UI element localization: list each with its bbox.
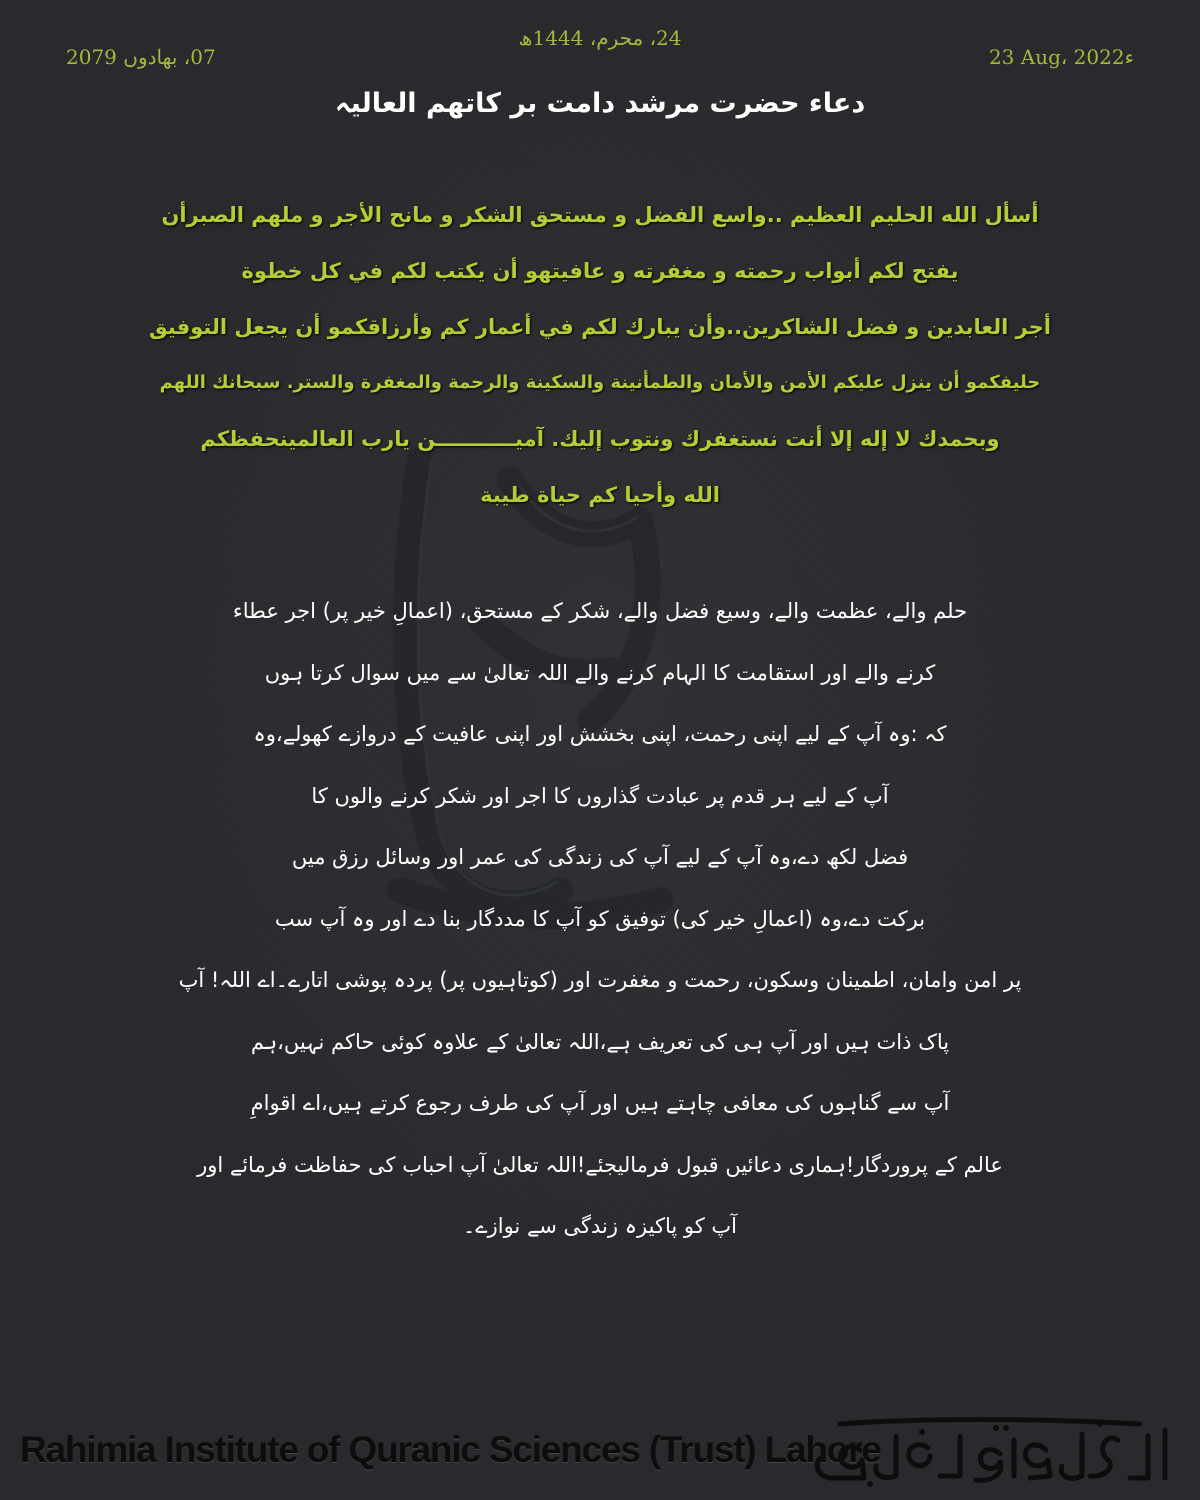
footer bbox=[0, 1402, 1200, 1492]
urdu-line: کرنے والے اور استقامت کا الہام کرنے والے اللہ تعالیٰ سے میں سوال کرتا ہوں bbox=[264, 660, 936, 685]
urdu-line: پاک ذات ہیں اور آپ ہی کی تعریف ہے،اللہ تعالیٰ کے علاوہ کوئی حاکم نہیں،ہم bbox=[250, 1029, 950, 1054]
institute-name: Rahimia Institute of Quranic Sciences (Trust) Lahore bbox=[20, 1429, 881, 1470]
arabic-line: الله وأحيا كم حياة طيبة bbox=[480, 483, 720, 507]
urdu-line: آپ سے گناہوں کی معافی چاہتے ہیں اور آپ کی طرف رجوع کرتے ہیں،اے اقوامِ bbox=[250, 1091, 950, 1115]
page-title: دعاء حضرت مرشد دامت بر کاتھم العالیہ bbox=[334, 88, 866, 119]
urdu-line: حلم والے، عظمت والے، وسیع فضل والے، شکر کے مستحق، (اعمالِ خیر پر) اجر عطاء bbox=[232, 599, 968, 623]
urdu-line: آپ کے لیے ہر قدم پر عبادت گذاروں کا اجر اور شکر کرنے والوں کا bbox=[311, 783, 889, 808]
urdu-line: آپ کو پاکیزہ زندگی سے نوازے۔ bbox=[463, 1214, 737, 1238]
urdu-line: عالم کے پروردگار!ہماری دعائیں قبول فرمالیجئے!اللہ تعالیٰ آپ احباب کی حفاظت فرمائے اور bbox=[197, 1152, 1003, 1177]
hijri-date: 24، محرم، 1444ھ bbox=[518, 26, 682, 50]
urdu-line: پر امن وامان، اطمینان وسکون، رحمت و مغفرت اور (کوتاہیوں پر) پردہ پوشی اتارے۔اے اللہ! آپ bbox=[178, 968, 1022, 992]
arabic-line: أسأل الله الحليم العظيم ..واسع الفضل و مستحق الشكر و مانح الأجر و ملهم الصبرأن bbox=[161, 203, 1039, 227]
arabic-line: وبحمدك لا إله إلا أنت نستغفرك ونتوب إليك. آميـــــــــــن يارب العالمينحفظكم bbox=[200, 427, 1000, 451]
urdu-line: برکت دے،وہ (اعمالِ خیر کی) توفیق کو آپ کا مددگار بنا دے اور وہ آپ سب bbox=[274, 906, 926, 931]
arabic-dua-block bbox=[40, 190, 1160, 526]
urdu-line: کہ :وہ آپ کے لیے اپنی رحمت، اپنی بخشش اور اپنی عافیت کے دروازے کھولے،وہ bbox=[253, 722, 947, 746]
gregorian-date: 23 Aug، 2022ء bbox=[988, 45, 1134, 69]
urdu-translation-block bbox=[60, 584, 1140, 1261]
arabic-line: أجر العابدين و فضل الشاكرين..وأن يبارك لكم في أعمار كم وأرزاقكمو أن يجعل التوفيق bbox=[149, 315, 1051, 339]
institute-calligraphy-logo-icon bbox=[800, 1410, 1180, 1490]
arabic-line: حليفكمو أن ينزل عليكم الأمن والأمان والطمأنينة والسكينة والرحمة والمغفرة والستر. سبحانك اللهم bbox=[159, 372, 1041, 393]
vikram-date: 07، بھادوں 2079 bbox=[66, 45, 216, 69]
arabic-line: يفتح لكم أبواب رحمته و مغفرته و عافيتهو أن يكتب لكم في كل خطوة bbox=[241, 259, 959, 283]
urdu-line: فضل لکھ دے،وہ آپ کے لیے آپ کی زندگی کی عمر اور وسائل رزق میں bbox=[291, 845, 909, 869]
